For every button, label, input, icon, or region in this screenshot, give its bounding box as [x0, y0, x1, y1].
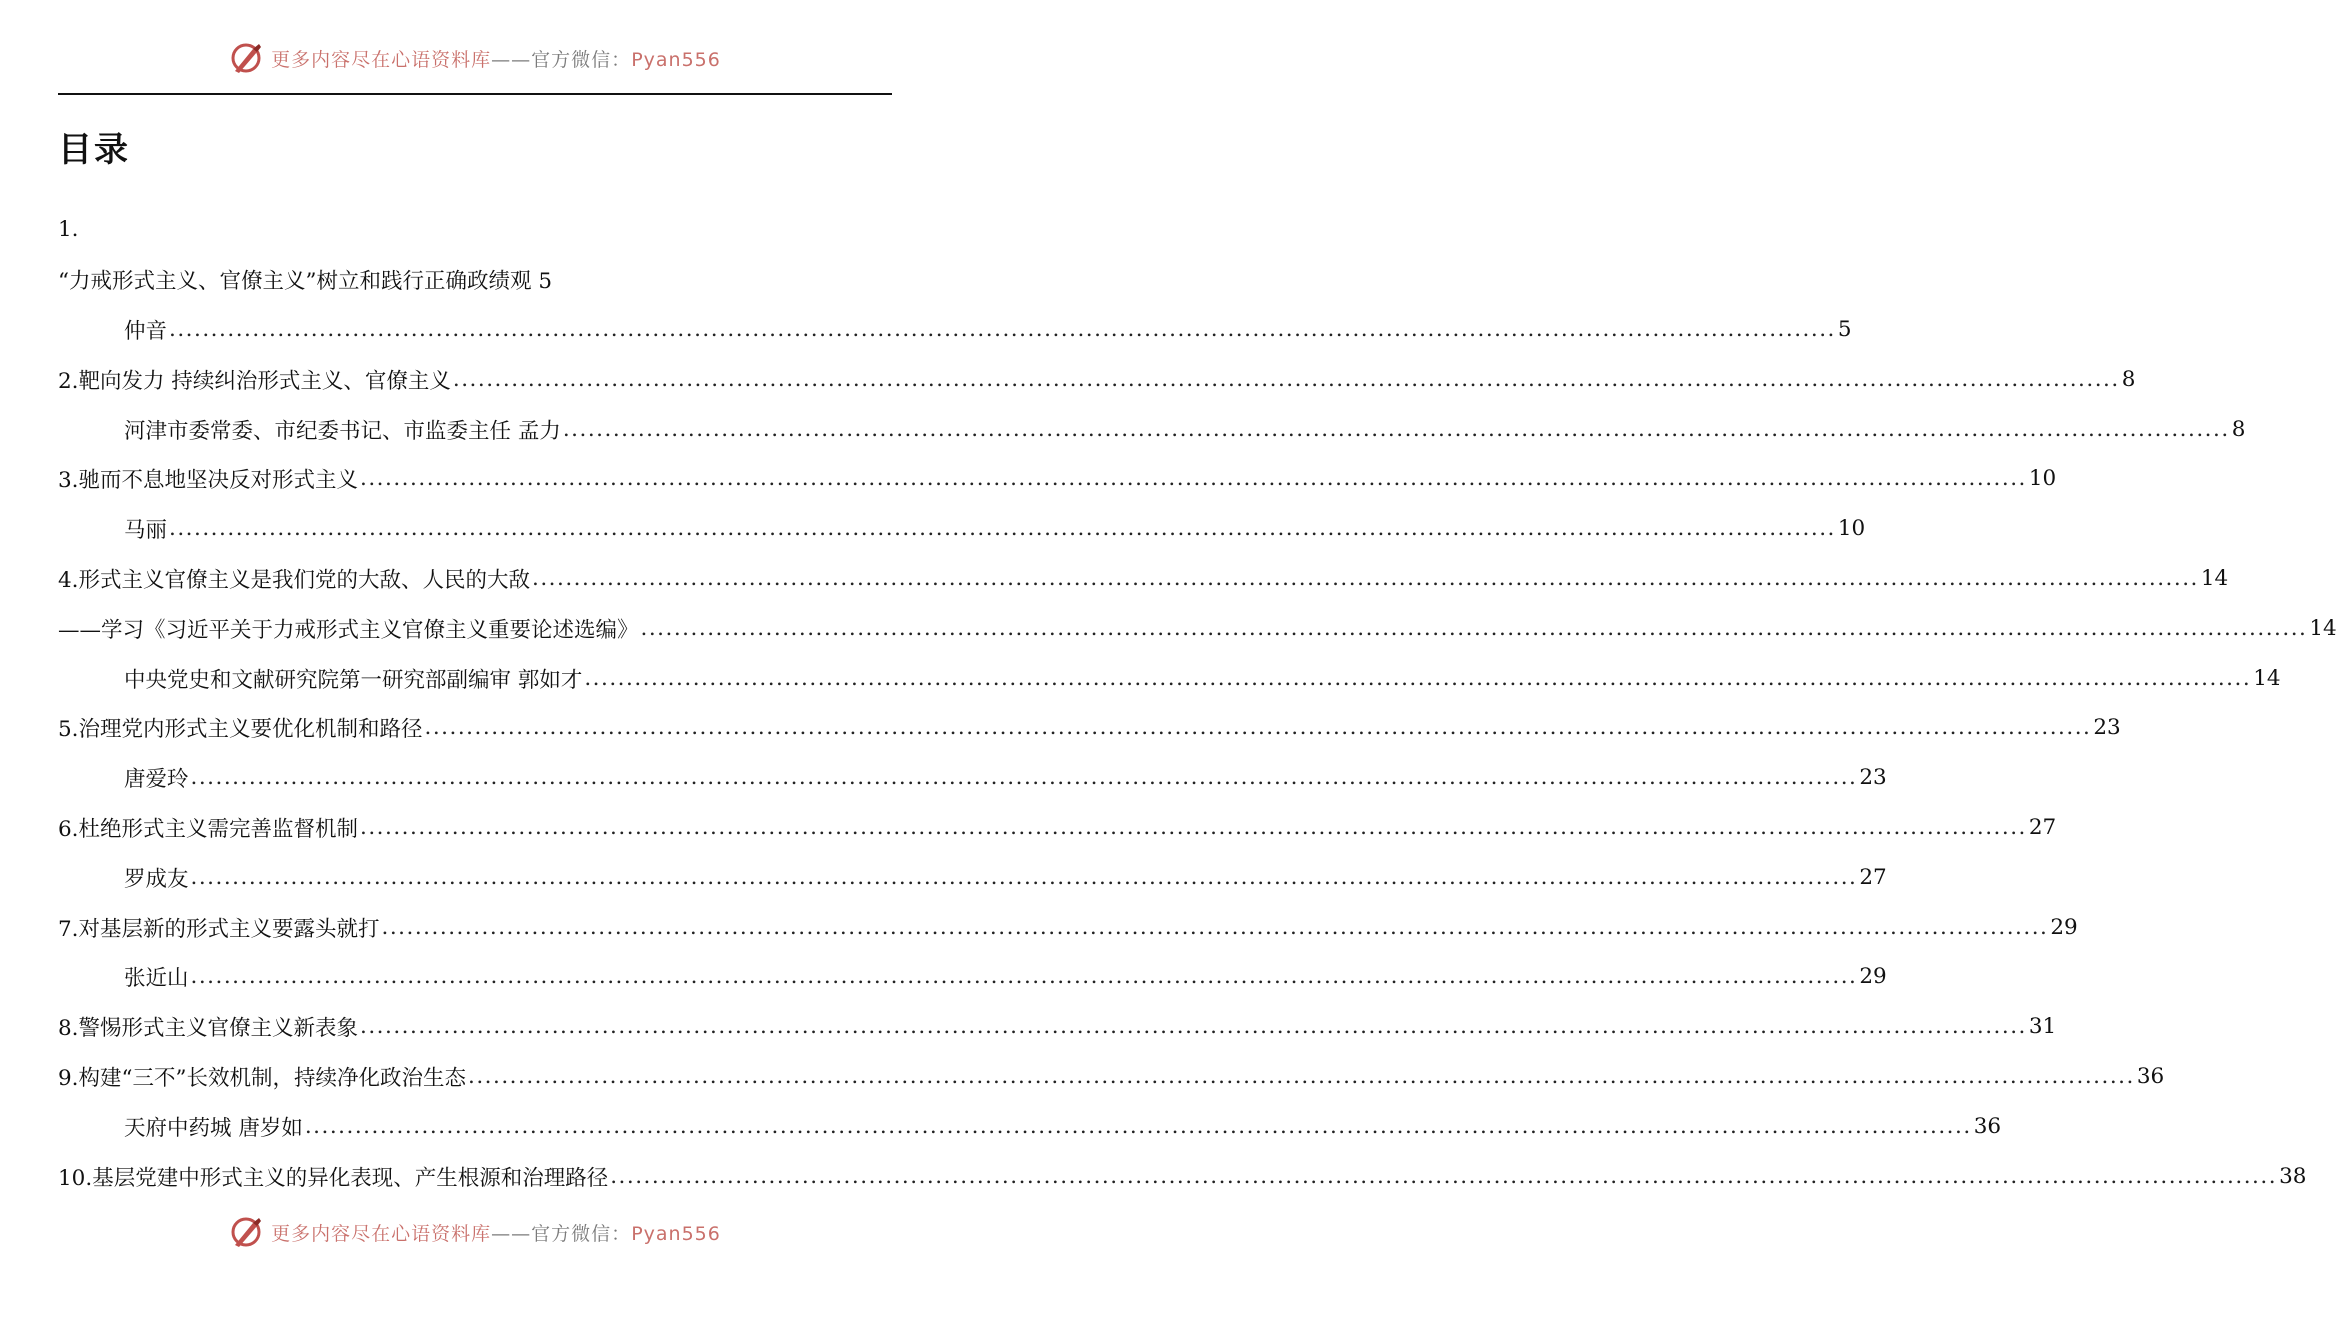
toc-entry[interactable] — [58, 404, 2246, 454]
toc-entry-title: 马丽 — [124, 518, 168, 544]
table-of-contents — [58, 205, 2337, 1201]
toc-leader-dots: ........................................................................................................................................................................................................ — [360, 1014, 2027, 1040]
toc-page-number: 5 — [1837, 316, 1852, 342]
toc-entry-title: 天府中药城 唐岁如 — [124, 1115, 303, 1141]
toc-entry-title: 中央党史和文献研究院第一研究部副编审 郭如才 — [124, 667, 583, 693]
toc-leader-dots: ........................................................................................................................................................................................................ — [304, 1113, 1972, 1139]
toc-entry-title: 2.靶向发力 持续纠治形式主义、官僚主义 — [58, 368, 451, 394]
toc-entry[interactable] — [58, 852, 1887, 902]
toc-entry[interactable] — [58, 1151, 2307, 1201]
toc-leader-dots: ........................................................................................................................................................................................................ — [360, 466, 2027, 492]
toc-page-number: 27 — [2028, 814, 2057, 840]
toc-page-number: 36 — [2136, 1063, 2165, 1089]
toc-leader-dots: ........................................................................................................................................................................................................ — [424, 715, 2092, 741]
toc-entry[interactable] — [58, 803, 2057, 853]
toc-leader-dots: ........................................................................................................................................................................................................ — [640, 615, 2308, 641]
toc-page-number: 14 — [2309, 615, 2337, 641]
toc-leader-dots: ........................................................................................................................................................................................................ — [190, 964, 1858, 990]
toc-page-number: 38 — [2279, 1163, 2307, 1189]
toc-page-number: 36 — [1973, 1113, 2002, 1139]
toc-entry-title: 1. — [58, 217, 79, 243]
header-banner — [0, 38, 950, 78]
toc-entry[interactable] — [58, 703, 2121, 753]
toc-entry[interactable] — [58, 504, 1866, 554]
toc-entry[interactable] — [58, 305, 1852, 355]
toc-leader-dots: ........................................................................................................................................................................................................ — [169, 316, 1836, 342]
toc-leader-dots: ........................................................................................................................................................................................................ — [190, 864, 1858, 890]
toc-leader-dots: ........................................................................................................................................................................................................ — [610, 1163, 2278, 1189]
toc-leader-dots: ........................................................................................................................................................................................................ — [452, 366, 2120, 392]
toc-entry-title: 4.形式主义官僚主义是我们党的大敌、人民的大敌 — [58, 567, 531, 593]
toc-entry-title: 10.基层党建中形式主义的异化表现、产生根源和治理路径 — [58, 1165, 609, 1191]
pen-logo-icon — [229, 40, 265, 76]
toc-page-number: 14 — [2253, 665, 2281, 691]
toc-leader-dots: ........................................................................................................................................................................................................ — [169, 516, 1836, 542]
header-banner-text: 更多内容尽在心语资料库——官方微信：Pyan556 — [271, 48, 721, 71]
header-divider — [58, 93, 892, 95]
toc-entry-title: 6.杜绝形式主义需完善监督机制 — [58, 816, 359, 842]
toc-entry[interactable] — [58, 753, 1887, 803]
toc-entry-title: 罗成友 — [124, 866, 189, 892]
toc-leader-dots: ........................................................................................................................................................................................................ — [532, 565, 2199, 591]
toc-entry[interactable] — [58, 902, 2078, 952]
toc-entry[interactable] — [58, 653, 2281, 703]
toc-entry[interactable] — [58, 205, 893, 255]
toc-leader-dots: ........................................................................................................................................................................................................ — [468, 1063, 2135, 1089]
toc-leader-dots: ........................................................................................................................................................................................................ — [562, 416, 2230, 442]
toc-page-number: 14 — [2200, 565, 2229, 591]
toc-leader-dots: ........................................................................................................................................................................................................ — [381, 914, 2049, 940]
toc-page-number: 8 — [2121, 366, 2136, 392]
toc-page-number: 10 — [1837, 516, 1866, 542]
toc-page-number: 31 — [2028, 1014, 2057, 1040]
footer-banner — [0, 1212, 950, 1252]
toc-page-number: 23 — [2093, 715, 2121, 741]
toc-leader-dots: ........................................................................................................................................................................................................ — [360, 814, 2027, 840]
footer-banner-text: 更多内容尽在心语资料库——官方微信：Pyan556 — [271, 1222, 721, 1245]
toc-entry-title: ——学习《习近平关于力戒形式主义官僚主义重要论述选编》 — [58, 617, 639, 643]
toc-entry[interactable] — [58, 952, 1887, 1002]
toc-entry[interactable] — [58, 1002, 2057, 1052]
toc-entry-title: “力戒形式主义、官僚主义”树立和践行正确政绩观 5 — [58, 269, 552, 295]
toc-page-number: 23 — [1859, 765, 1887, 791]
toc-entry[interactable] — [58, 1052, 2165, 1102]
page-title: 目录 — [58, 130, 130, 170]
toc-entry-title: 7.对基层新的形式主义要露头就打 — [58, 916, 380, 942]
toc-page-number: 8 — [2231, 416, 2246, 442]
toc-leader-dots: ........................................................................................................................................................................................................ — [190, 765, 1858, 791]
toc-entry[interactable] — [58, 1101, 2002, 1151]
toc-entry-title: 9.构建“三不”长效机制，持续净化政治生态 — [58, 1065, 466, 1091]
toc-entry-title: 张近山 — [124, 966, 189, 992]
toc-page-number: 29 — [2050, 914, 2078, 940]
toc-entry[interactable] — [58, 554, 2229, 604]
toc-page-number: 29 — [1859, 964, 1887, 990]
toc-page-number: 27 — [1859, 864, 1887, 890]
toc-entry[interactable] — [58, 603, 2337, 653]
toc-entry-title: 8.警惕形式主义官僚主义新表象 — [58, 1016, 359, 1042]
toc-entry-title: 河津市委常委、市纪委书记、市监委主任 孟力 — [124, 418, 561, 444]
toc-leader-dots: ........................................................................................................................................................................................................ — [584, 665, 2252, 691]
pen-logo-icon — [229, 1214, 265, 1250]
toc-entry[interactable] — [58, 354, 2136, 404]
toc-entry-title: 3.驰而不息地坚决反对形式主义 — [58, 468, 359, 494]
toc-entry[interactable] — [58, 454, 2057, 504]
toc-entry[interactable] — [58, 255, 893, 305]
toc-entry-title: 唐爱玲 — [124, 767, 189, 793]
toc-page-number: 10 — [2028, 466, 2057, 492]
toc-entry-title: 仲音 — [124, 318, 168, 344]
toc-entry-title: 5.治理党内形式主义要优化机制和路径 — [58, 717, 423, 743]
